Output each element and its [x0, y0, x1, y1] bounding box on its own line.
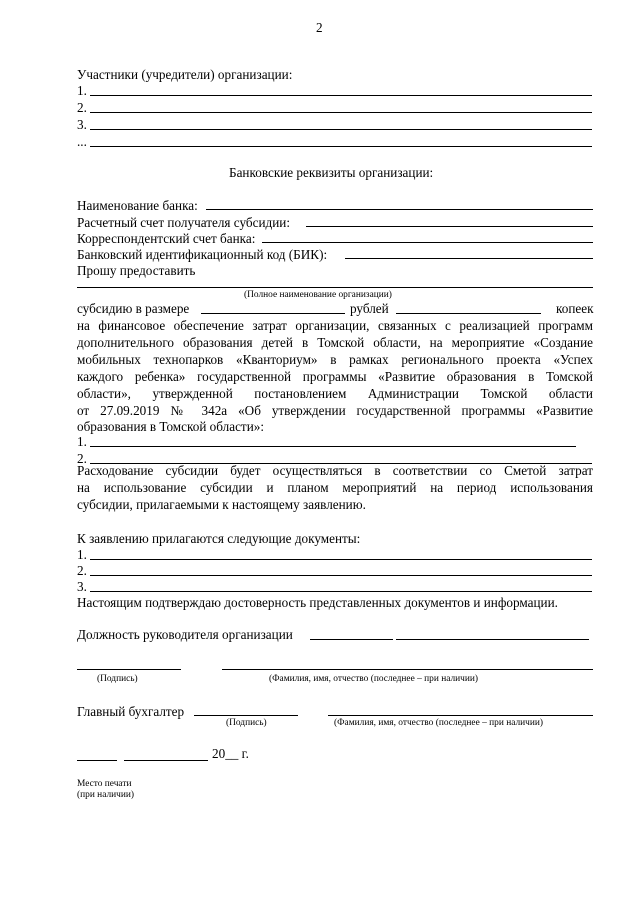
head-fio-caption: (Фамилия, имя, отчество (последнее – при наличии)	[269, 674, 479, 684]
founder-line-2[interactable]	[90, 112, 592, 113]
date-day-line[interactable]	[77, 760, 117, 761]
accountant-label: Главный бухгалтер	[77, 704, 185, 719]
org-name-caption: (Полное наименование организации)	[244, 290, 392, 300]
founder-line-1[interactable]	[90, 95, 592, 96]
head-fio-line[interactable]	[222, 669, 593, 670]
bank-bik-line[interactable]	[345, 258, 593, 259]
request-item-2: 2.	[77, 451, 87, 466]
date-month-line[interactable]	[124, 760, 208, 761]
purpose-line-1: на финансовое обеспечение затрат организации, связанных с реализацией программ	[77, 318, 593, 333]
bank-account-label: Расчетный счет получателя субсидии:	[77, 215, 290, 230]
founder-item-2: 2.	[77, 100, 87, 115]
rubles-line[interactable]	[201, 313, 345, 314]
page-number: 2	[316, 20, 323, 35]
purpose-line-6: от 27.09.2019 № 342а «Об утверждении государственной программы «Развитие	[77, 403, 593, 418]
bank-account-line[interactable]	[306, 226, 593, 227]
confirm-text: Настоящим подтверждаю достоверность представленных документов и информации.	[77, 595, 558, 610]
accountant-signature-line[interactable]	[194, 715, 298, 716]
accountant-fio-caption: (Фамилия, имя, отчество (последнее – при наличии)	[334, 718, 544, 728]
spending-line-2: на использование субсидии и планом мероприятий на период использования	[77, 480, 593, 495]
founders-title: Участники (учредители) организации:	[77, 67, 293, 82]
head-position-line-b[interactable]	[396, 639, 589, 640]
attachment-item-1: 1.	[77, 547, 87, 562]
purpose-line-4: каждого ребенка» государственной программы «Развитие образования в Томской	[77, 369, 593, 384]
purpose-line-7: образования в Томской области»:	[77, 419, 265, 434]
founder-line-3[interactable]	[90, 129, 592, 130]
request-intro: Прошу предоставить	[77, 263, 196, 278]
bank-corr-line[interactable]	[262, 242, 593, 243]
purpose-line-3: мобильных технопарков «Кванториум» в рамках регионального проекта «Успех	[77, 352, 593, 367]
spending-line-3: субсидии, прилагаемыми к настоящему заявлению.	[77, 497, 366, 512]
head-position-line-a[interactable]	[310, 639, 393, 640]
founder-item-3: 3.	[77, 117, 87, 132]
bank-bik-label: Банковский идентификационный код (БИК):	[77, 247, 328, 262]
date-year: 20__ г.	[212, 746, 249, 761]
bank-name-line[interactable]	[206, 209, 593, 210]
spending-line-1: Расходование субсидии будет осуществляться в соответствии со Сметой затрат	[77, 463, 593, 478]
head-position-label: Должность руководителя организации	[77, 627, 293, 642]
bank-title: Банковские реквизиты организации:	[229, 165, 434, 180]
attachment-item-3: 3.	[77, 579, 87, 594]
founder-item-more: ...	[77, 134, 87, 149]
org-name-line[interactable]	[77, 287, 593, 288]
amount-prefix: субсидию в размере	[77, 301, 190, 316]
attachment-line-2[interactable]	[90, 575, 592, 576]
head-signature-line[interactable]	[77, 669, 181, 670]
bank-corr-label: Корреспондентский счет банка:	[77, 231, 256, 246]
stamp-place-label: Место печати	[77, 779, 132, 789]
head-signature-caption: (Подпись)	[97, 674, 138, 684]
attachments-title: К заявлению прилагаются следующие документы:	[77, 531, 361, 546]
accountant-fio-line[interactable]	[328, 715, 593, 716]
purpose-line-2: дополнительного образования детей в Томской области, на мероприятие «Создание	[77, 335, 593, 350]
kopecks-line[interactable]	[396, 313, 541, 314]
request-item-line-1[interactable]	[90, 446, 576, 447]
attachment-line-3[interactable]	[90, 591, 592, 592]
bank-name-label: Наименование банка:	[77, 198, 198, 213]
accountant-signature-caption: (Подпись)	[226, 718, 267, 728]
stamp-note-label: (при наличии)	[77, 790, 135, 800]
attachment-item-2: 2.	[77, 563, 87, 578]
rubles-label: рублей	[350, 301, 389, 316]
purpose-line-5: области», утвержденной постановлением Администрации Томской области	[77, 386, 593, 401]
founder-line-more[interactable]	[90, 146, 592, 147]
attachment-line-1[interactable]	[90, 559, 592, 560]
kopecks-label: копеек	[556, 301, 594, 316]
request-item-1: 1.	[77, 434, 87, 449]
founder-item-1: 1.	[77, 83, 87, 98]
